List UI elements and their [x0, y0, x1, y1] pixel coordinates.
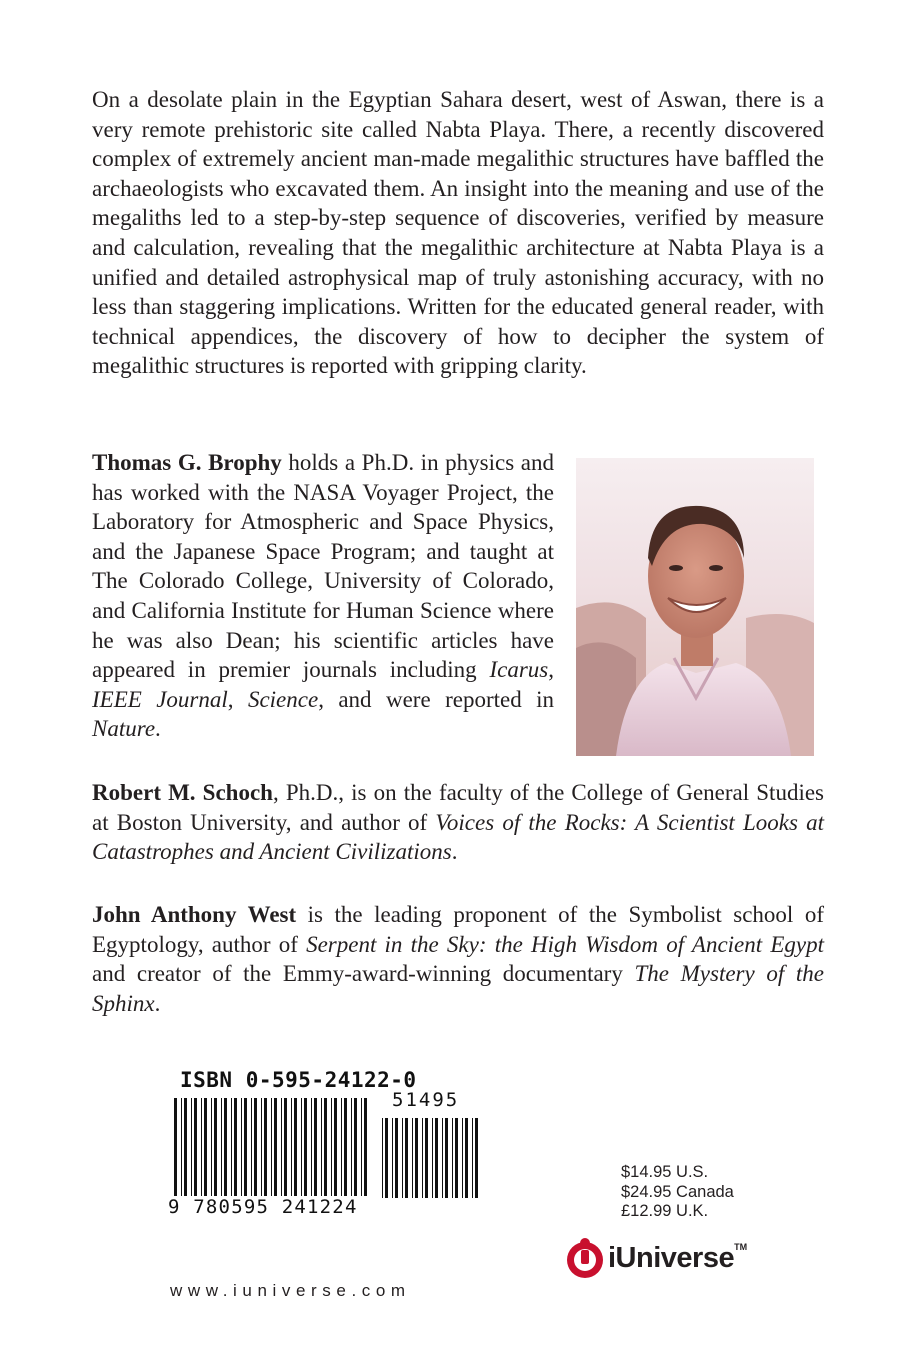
trademark-mark: TM: [734, 1242, 748, 1252]
ean-barcode-bars: [174, 1098, 367, 1196]
publisher-logo: [566, 1236, 747, 1280]
west-documentary-title: The Mystery of the Sphinx: [92, 961, 824, 1016]
price-code: 51495: [392, 1089, 460, 1111]
brophy-bio: [92, 448, 554, 744]
schoch-bio-text: , Ph.D., is on the faculty of the College of General Studies at Boston University, and author of: [92, 780, 825, 835]
west-book-title: Serpent in the Sky: the High Wisdom of Ancient Egypt: [306, 931, 824, 957]
separator: ,: [548, 657, 554, 683]
price-barcode-bars: [382, 1118, 478, 1198]
price-canada: $24.95 Canada: [621, 1182, 734, 1201]
west-bio-text: is the leading proponent of the Symbolist school of Egyptology, author of: [92, 902, 824, 957]
price-us: $14.95 U.S.: [621, 1163, 709, 1181]
period: .: [451, 839, 458, 865]
journal-science: Science: [247, 686, 319, 712]
brophy-bio-text: holds a Ph.D. in physics and has worked with the NASA Voyager Project, the Laboratory for Atmospheric and Space Physics, and the Japanese Space Program; and taught at The Colorado College, University of Colorado, and California Institute for Human Science where he was also Dean; his scientific articles have appeared in premier journals including: [92, 450, 554, 683]
west-name: John Anthony West: [92, 902, 297, 927]
publisher-name: iUniverse: [608, 1241, 735, 1274]
journal-icarus: Icarus: [489, 657, 549, 683]
isbn-label: ISBN 0-595-24122-0: [180, 1068, 417, 1092]
price-uk: £12.99 U.K.: [621, 1202, 709, 1220]
schoch-book-title: Voices of the Rocks: A Scientist Looks at Catastrophes and Ancient Civilizations: [92, 809, 825, 865]
schoch-name: Robert M. Schoch: [92, 780, 273, 805]
period: .: [155, 716, 161, 742]
journal-nature: Nature: [92, 716, 156, 742]
brophy-bio-text-2: , and were reported in: [318, 686, 555, 712]
isbn-barcode: [166, 1092, 486, 1198]
journal-ieee: IEEE Journal: [92, 686, 228, 712]
separator: ,: [227, 686, 248, 712]
price-list: [621, 1163, 734, 1222]
brophy-name: Thomas G. Brophy: [92, 450, 282, 475]
ean-digits: 9 780595 241224: [168, 1196, 358, 1218]
publisher-website: www.iuniverse.com: [170, 1281, 411, 1300]
west-bio: [92, 900, 824, 1018]
schoch-bio: [92, 778, 824, 867]
author-photo: [576, 458, 814, 756]
iuniverse-logo-icon: [566, 1236, 604, 1280]
back-cover-blurb: On a desolate plain in the Egyptian Sahara desert, west of Aswan, there is a very remote prehistoric site called Nabta Playa. There, a recently discovered complex of extremely ancient man-made megalithic structures have baffled the archaeologists who excavated them. An insight into the meaning and use of the megaliths led to a step-by-step sequence of discoveries, verified by measure and calculation, revealing that the megalithic architecture at Nabta Playa is a unified and detailed astrophysical map of truly astonishing accuracy, with no less than staggering implications. Written for the educated general reader, with technical appendices, the discovery of how to decipher the system of megalithic structures is reported with gripping clarity.: [92, 87, 824, 379]
author-photo-image: [576, 458, 814, 756]
period: .: [154, 990, 161, 1016]
west-bio-text-2: and creator of the Emmy-award-winning documentary: [92, 961, 635, 987]
